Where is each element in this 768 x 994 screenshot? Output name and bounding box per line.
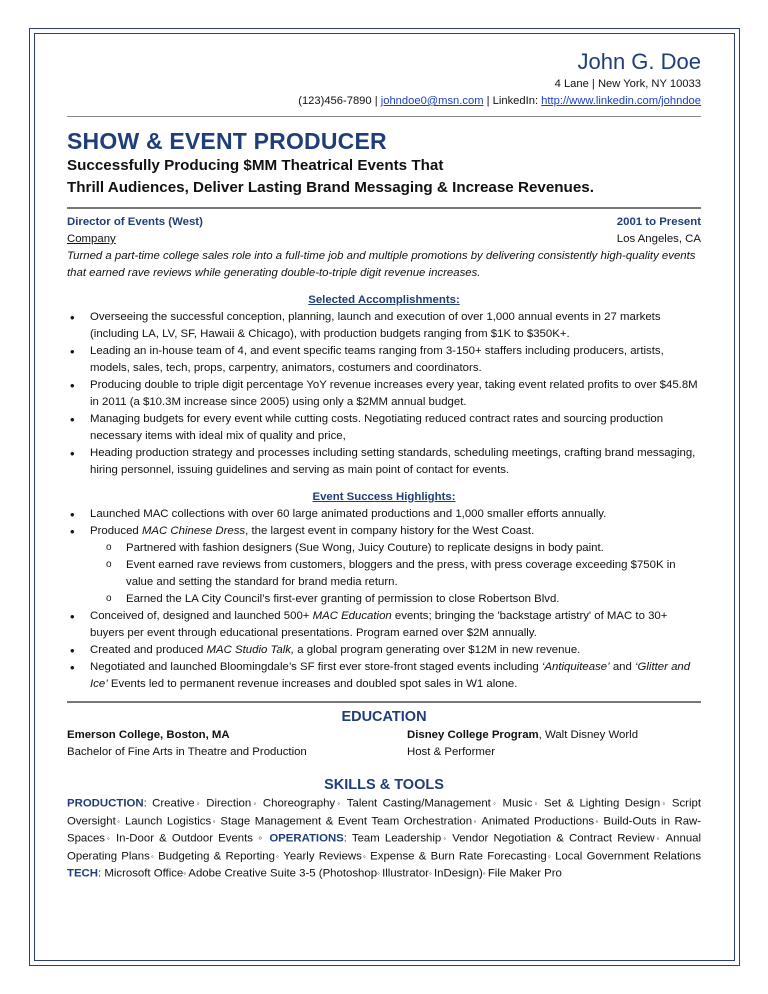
job-dates: 2001 to Present	[616, 216, 701, 228]
separator-icon: ◦	[335, 799, 347, 808]
skill-item: Choreography	[262, 797, 336, 810]
event-name: MAC Studio Talk,	[206, 644, 295, 656]
list-item	[67, 642, 701, 659]
skill-item: Music	[502, 797, 533, 810]
event-name: MAC Chinese Dress	[141, 525, 246, 537]
skill-item: Adobe Creative Suite 3-5 (Photoshop	[188, 867, 378, 880]
separator-icon: ◦	[377, 869, 383, 879]
job-company-row	[67, 231, 701, 248]
skill-item: File Maker Pro	[487, 867, 562, 880]
skill-category-label: OPERATIONS	[269, 832, 344, 845]
separator-icon: ◦	[251, 799, 263, 808]
professional-title: SHOW & EVENT PRODUCER	[67, 128, 387, 154]
list-item: • Overseeing the successful conception, planning, launch and execution of over 1,000 annual events in 27 markets (including LA, LV, SF, Hawaii & Chicago), with production budgets ranging from $1K to $350K+.	[67, 309, 701, 343]
separator-icon: ◦	[105, 834, 116, 844]
separator-icon: ◦	[532, 799, 544, 808]
list-item	[67, 523, 701, 540]
skill-item: Budgeting & Reporting	[158, 850, 275, 863]
text: and	[609, 661, 635, 673]
sub-list-item: o Event earned rave reviews from customers, bloggers and the press, with press coverage exceeding $750K in value and setting the standard for brand media return.	[67, 557, 701, 591]
program-role: Host & Performer	[407, 746, 495, 758]
separator-icon: ◦	[115, 816, 125, 826]
resume-header	[67, 48, 701, 110]
skill-category-label: PRODUCTION	[67, 797, 144, 810]
job-company: Company	[67, 233, 116, 245]
accomplishments-heading: Selected Accomplishments:	[308, 294, 460, 306]
list-item	[67, 608, 701, 642]
skill-item: Team Leadership	[351, 832, 442, 845]
text: Produced	[90, 525, 142, 537]
text: events; bringing the 'backstage artistry' of MAC to 30+ buyers per event through educational presentations. Program earned over $2M annually.	[90, 610, 668, 639]
skill-item: Script Oversight	[67, 797, 702, 828]
text: a global program generating over $12M in new revenue.	[294, 644, 581, 656]
text: , the largest event in company history for the West Coast.	[245, 525, 535, 537]
event-name: MAC Education	[312, 610, 392, 622]
sub-list-item: o Partnered with fashion designers (Sue Wong, Juicy Couture) to replicate designs in body paint.	[67, 540, 701, 557]
text: Negotiated and launched Bloomingdale’s SF first ever store-front staged events including	[90, 661, 542, 673]
skill-item: Animated Productions	[481, 815, 595, 828]
separator-icon: ◦	[183, 869, 189, 879]
separator-icon: ◦	[594, 816, 604, 826]
education-heading: EDUCATION	[341, 709, 427, 725]
list-item: • Launched MAC collections with over 60 large animated productions and 1,000 smaller efforts annually.	[67, 506, 701, 523]
skill-item: InDesign)	[434, 867, 483, 880]
degree: Bachelor of Fine Arts in Theatre and Production	[67, 746, 307, 758]
highlights-list	[67, 506, 701, 693]
education-divider	[67, 701, 701, 703]
job-role: Director of Events (West)	[67, 216, 203, 228]
skill-item: Local Government Relations	[555, 850, 702, 863]
linkedin-label: | LinkedIn:	[486, 95, 539, 107]
school-name: Emerson College, Boston, MA	[67, 729, 230, 741]
phone: (123)456-7890 |	[298, 95, 378, 107]
skill-item: Creative	[152, 797, 195, 810]
skill-item: Set & Lighting Design	[544, 797, 661, 810]
candidate-name: John G. Doe	[577, 49, 701, 74]
program-name	[407, 727, 638, 744]
experience-section	[67, 214, 701, 693]
separator-icon: ◦	[546, 851, 556, 861]
address: 4 Lane | New York, NY 10033	[554, 78, 701, 90]
separator-icon: ◦	[660, 799, 672, 808]
skill-item: Illustrator	[382, 867, 429, 880]
list-item: • Managing budgets for every event while cutting costs. Negotiating reduced contract rates and sourcing production necessary items with ideal mix of quality and price,	[67, 411, 701, 445]
job-header	[67, 214, 701, 231]
separator-icon: ◦	[472, 816, 482, 826]
tagline-2: Thrill Audiences, Deliver Lasting Brand Messaging & Increase Revenues.	[67, 179, 594, 196]
event-name: ‘Glitter and Ice’	[90, 661, 691, 690]
list-item: • Producing double to triple digit percentage YoY revenue increases every year, taking event related profits to over $45.8M in 2011 (a $10.3M increase since 2005) using only a $2MM annual budget.	[67, 377, 701, 411]
education-row-1	[67, 727, 701, 744]
skill-item: Build-Outs in Raw-Spaces	[67, 815, 702, 845]
education-row-2	[67, 744, 701, 761]
skills-paragraph: PRODUCTION: Creative◦ Direction◦ Choreography◦ Talent Casting/Management◦ Music◦ Set & Lighting Design◦ Script Oversight◦ Launch Logistics◦ Stage Management & Event Team Orchestration◦ Animated Productions◦ Build-Outs in Raw-Spaces◦ In-Door & Outdoor Events ◦ OPERATIONS: Team Leadership◦ Vendor Negotiation & Contract Review◦ Annual Operating Plans◦ Budgeting & Reporting◦ Yearly Reviews◦ Expense & Burn Rate Forecasting◦ Local Government Relations TECH: Microsoft Office◦ Adobe Creative Suite 3-5 (Photoshop◦ Illustrator◦ InDesign)◦ File Maker Pro	[67, 797, 702, 880]
skills-heading: SKILLS & TOOLS	[324, 777, 444, 793]
skill-item: Yearly Reviews	[283, 850, 362, 863]
separator-icon: ◦	[361, 851, 371, 861]
list-item: • Leading an in-house team of 4, and event specific teams ranging from 3-150+ staffers including producers, artists, models, sales, tech, props, carpentry, animators, costumers and coordinators.	[67, 343, 701, 377]
text: Events led to permanent revenue increases and doubled spot sales in W1 alone.	[107, 678, 518, 690]
event-name: ‘Antiquitease’	[541, 661, 610, 673]
skill-item: Stage Management & Event Team Orchestration	[220, 815, 473, 828]
email-link[interactable]: johndoe0@msn.com	[380, 95, 484, 107]
education-section	[67, 727, 701, 761]
skill-category-label: TECH	[67, 867, 99, 880]
separator-icon: ◦	[654, 834, 666, 844]
text: Created and produced	[90, 644, 207, 656]
skill-item: Expense & Burn Rate Forecasting	[370, 850, 547, 863]
tagline-1: Successfully Producing $MM Theatrical Events That	[67, 157, 444, 174]
job-location: Los Angeles, CA	[616, 233, 701, 245]
skill-item: In-Door & Outdoor Events	[116, 832, 253, 845]
separator-icon: ◦	[428, 869, 435, 879]
program-title: Disney College Program	[407, 729, 539, 741]
accomplishments-list	[67, 309, 701, 479]
separator-icon: ◦	[274, 851, 284, 861]
separator-icon: ◦	[194, 799, 207, 808]
text: Conceived of, designed and launched 500+	[90, 610, 313, 622]
separator-icon: ◦	[441, 834, 453, 844]
header-divider	[67, 116, 701, 117]
skill-item: Annual Operating Plans	[67, 832, 702, 863]
skill-item: Vendor Negotiation & Contract Review	[452, 832, 655, 845]
sub-list-item: o Earned the LA City Council’s first-ever granting of permission to close Robertson Blvd.	[67, 591, 701, 608]
linkedin-link[interactable]: http://www.linkedin.com/johndoe	[541, 95, 701, 107]
list-item	[67, 659, 701, 693]
skill-item: Talent Casting/Management	[346, 797, 491, 810]
highlights-heading: Event Success Highlights:	[312, 491, 456, 503]
resume-page	[67, 48, 701, 883]
separator-icon: ◦	[490, 799, 503, 808]
title-divider	[67, 207, 701, 209]
skill-item: Direction	[206, 797, 252, 810]
separator-icon: ◦	[211, 816, 221, 826]
job-description: Turned a part-time college sales role into a full-time job and multiple promotions by delivering consistently high-quality events that earned rave reviews while generating double-to-triple digit revenue increases.	[67, 250, 696, 279]
program-location: , Walt Disney World	[538, 729, 639, 741]
list-item: • Heading production strategy and processes including setting standards, scheduling meetings, crafting brand messaging, hiring personnel, issuing guidelines and serving as main point of contact for events.	[67, 445, 701, 479]
separator-icon: ◦	[482, 869, 488, 879]
separator-icon: ◦	[149, 851, 159, 861]
skill-item: Launch Logistics	[124, 815, 212, 828]
contact-line	[67, 93, 701, 110]
skill-item: Microsoft Office	[104, 867, 184, 880]
